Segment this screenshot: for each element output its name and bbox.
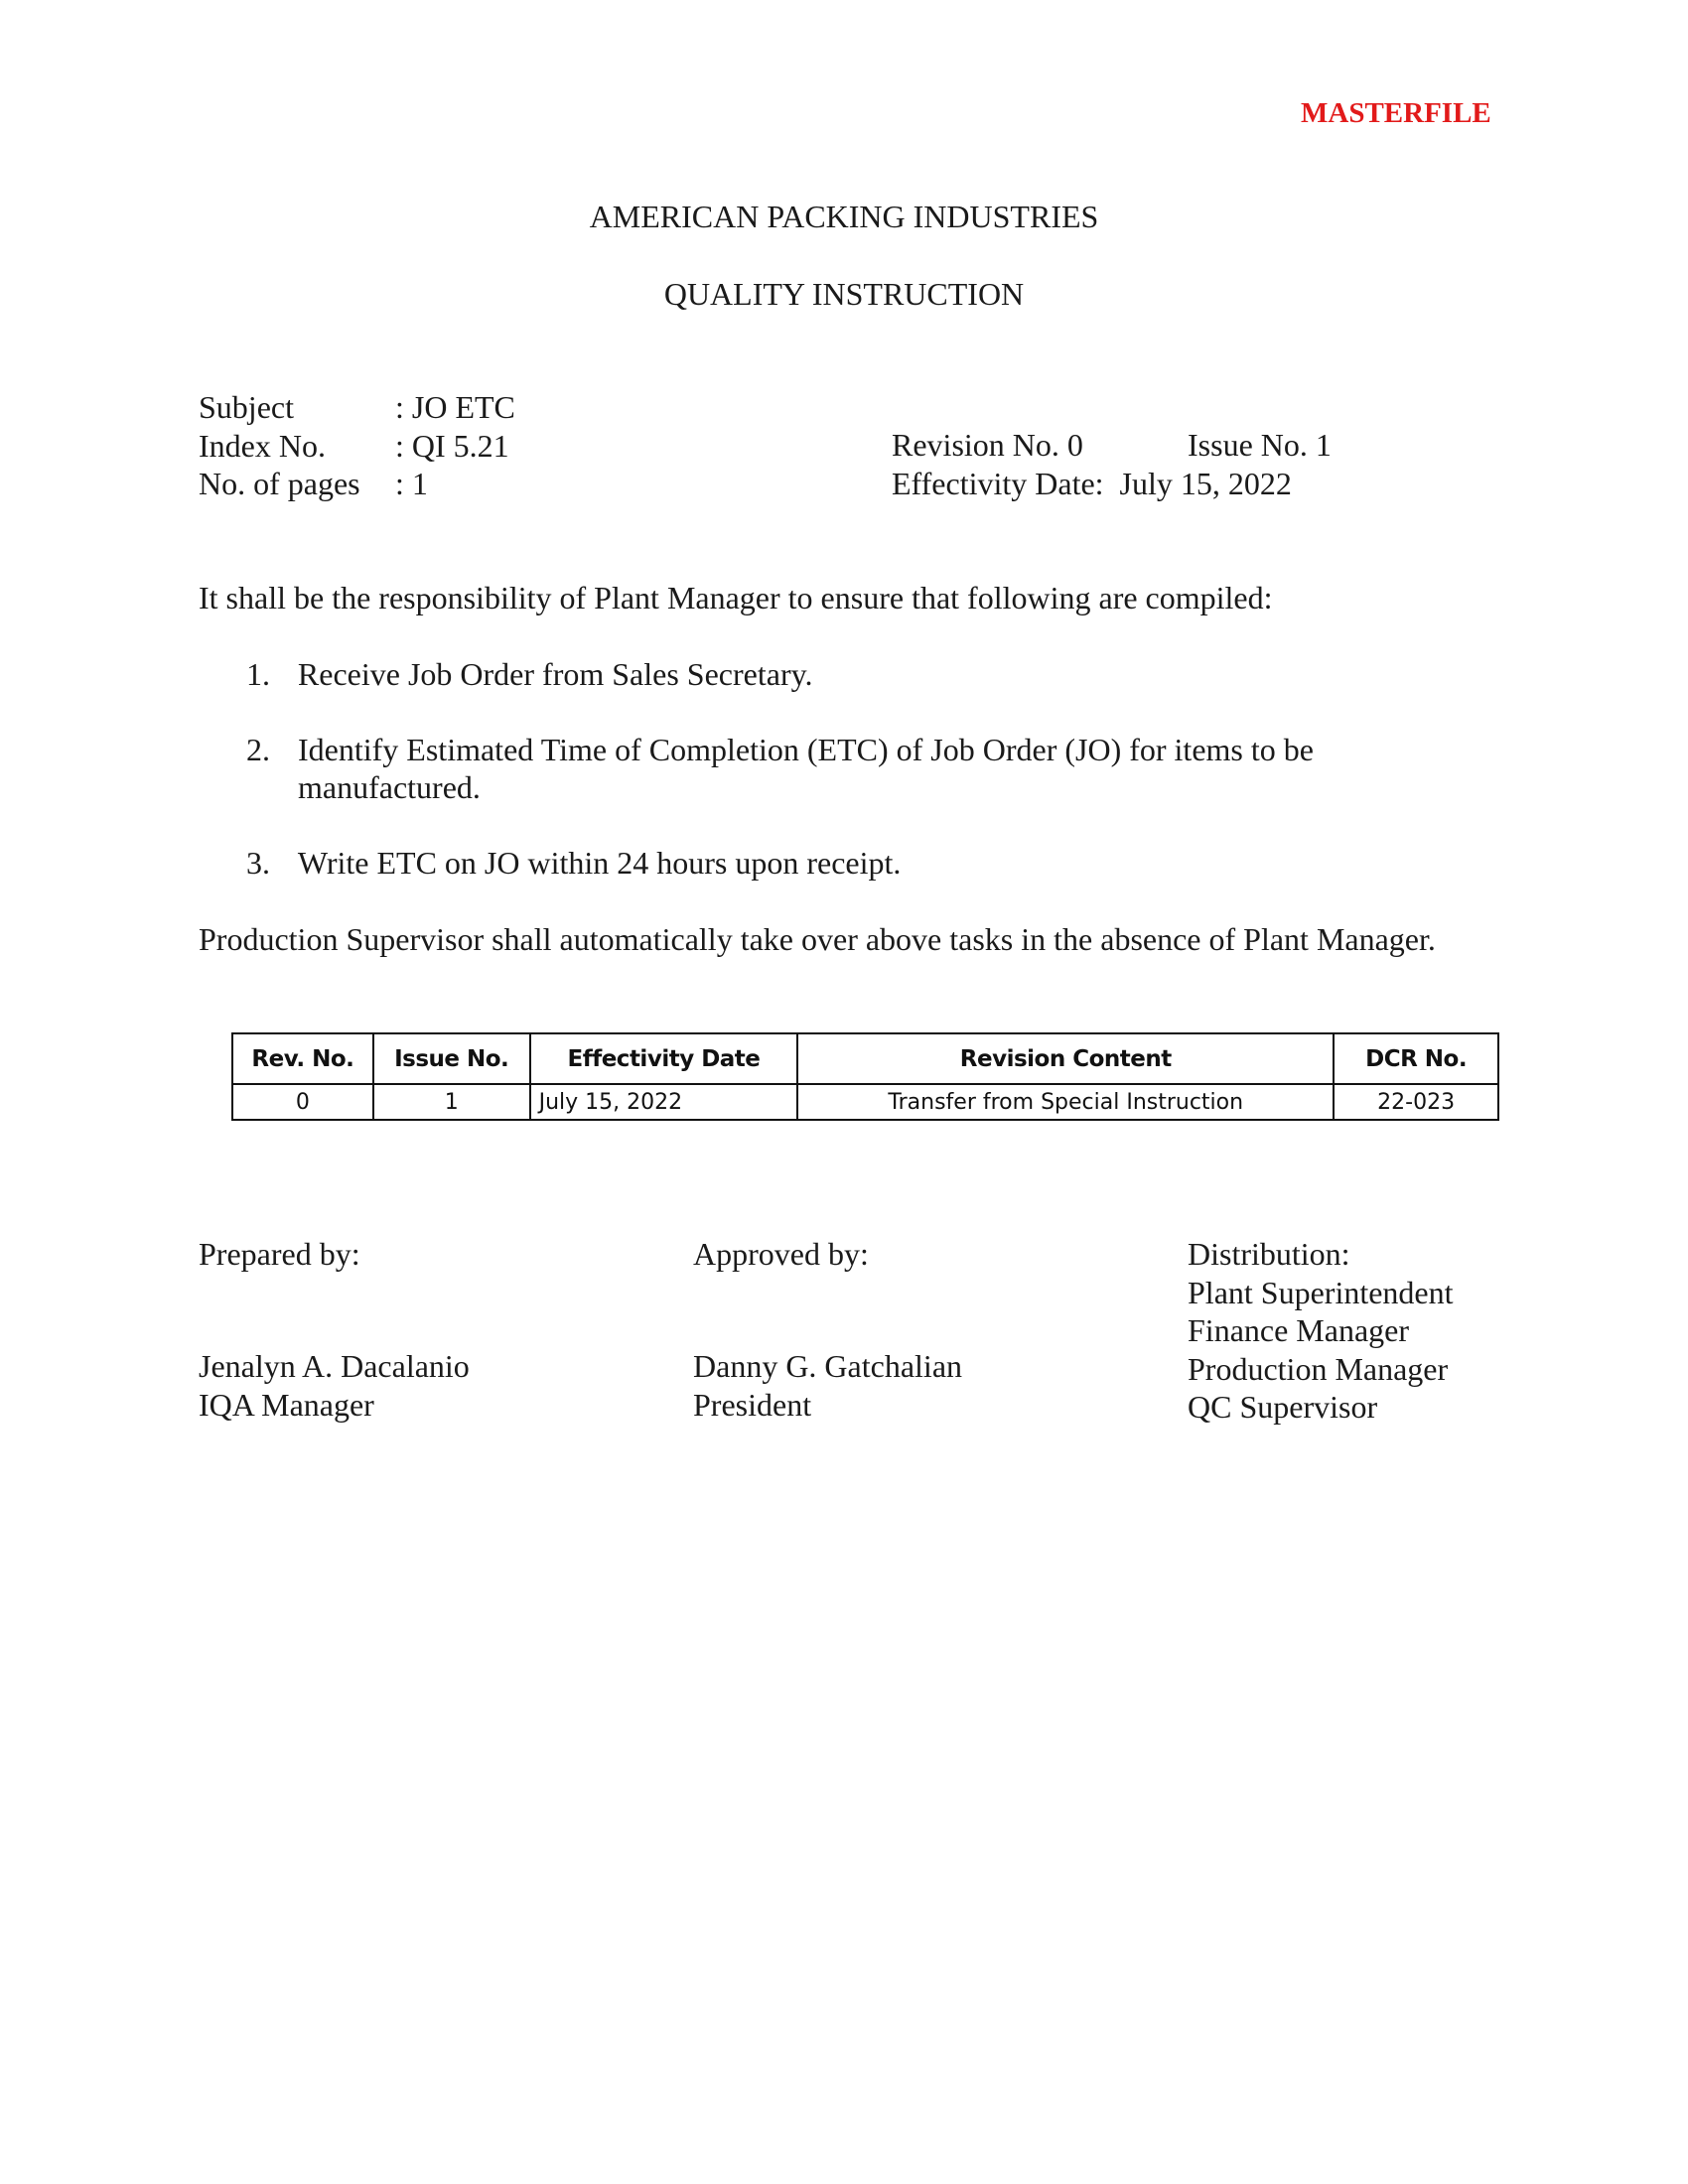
pages-row — [199, 465, 515, 503]
pages-label: No. of pages — [199, 466, 360, 501]
distribution-item: Production Manager — [1188, 1350, 1449, 1387]
column-header-dcr-no: DCR No. — [1334, 1033, 1498, 1084]
table-row — [232, 1084, 1498, 1120]
cell-rev-no: 0 — [232, 1084, 373, 1120]
preparer-title: IQA Manager — [199, 1386, 374, 1423]
index-row — [199, 427, 515, 466]
revision-number: Revision No. 0 — [892, 427, 1083, 463]
subject-label: Subject — [199, 389, 294, 425]
list-item — [246, 844, 1438, 882]
document-type: QUALITY INSTRUCTION — [663, 276, 1025, 312]
prepared-by-label: Prepared by: — [199, 1236, 360, 1272]
subject-row — [199, 388, 515, 427]
index-value: : QI 5.21 — [395, 427, 509, 464]
list-item-text: Write ETC on JO within 24 hours upon receipt. — [297, 845, 902, 881]
approver-block — [693, 1347, 962, 1424]
organization-name: AMERICAN PACKING INDUSTRIES — [589, 199, 1099, 234]
column-header-revision-content: Revision Content — [797, 1033, 1334, 1084]
effectivity-row — [892, 465, 1332, 503]
distribution-label: Distribution: — [1188, 1236, 1350, 1272]
cell-effectivity-date: July 15, 2022 — [530, 1084, 798, 1120]
column-header-issue-no: Issue No. — [373, 1033, 530, 1084]
revision-history-table — [231, 1032, 1499, 1121]
revision-row — [892, 426, 1332, 465]
preparer-name: Jenalyn A. Dacalanio — [199, 1348, 470, 1384]
list-item-number: 3. — [246, 845, 270, 881]
distribution-item: Finance Manager — [1188, 1312, 1410, 1348]
cell-issue-no: 1 — [373, 1084, 530, 1120]
column-header-rev-no: Rev. No. — [232, 1033, 373, 1084]
list-item-text: Identify Estimated Time of Completion (ETC) of Job Order (JO) for items to be manufactured. — [298, 732, 1314, 805]
distribution-block — [1188, 1235, 1454, 1427]
document-meta-left — [199, 388, 515, 503]
approver-name: Danny G. Gatchalian — [693, 1348, 963, 1384]
instruction-list — [246, 655, 1438, 919]
list-item — [246, 655, 1438, 693]
index-label: Index No. — [199, 427, 326, 464]
intro-paragraph: It shall be the responsibility of Plant Manager to ensure that following are compiled: — [199, 580, 1273, 615]
approved-by-label: Approved by: — [693, 1236, 869, 1272]
closing-paragraph: Production Supervisor shall automatically take over above tasks in the absence of Plant Manager. — [199, 921, 1436, 957]
list-item-text: Receive Job Order from Sales Secretary. — [297, 656, 813, 692]
preparer-block — [199, 1347, 470, 1424]
list-item — [246, 731, 1438, 806]
effectivity-date: Effectivity Date: July 15, 2022 — [892, 465, 1292, 501]
cell-dcr-no: 22-023 — [1334, 1084, 1498, 1120]
document-meta-right — [892, 426, 1332, 502]
pages-value: : 1 — [395, 466, 428, 501]
distribution-item: Plant Superintendent — [1188, 1274, 1454, 1310]
column-header-effectivity-date: Effectivity Date — [530, 1033, 798, 1084]
list-item-number: 1. — [246, 656, 270, 692]
list-item-number: 2. — [246, 732, 270, 767]
subject-value: : JO ETC — [395, 389, 515, 425]
approved-by-block — [693, 1235, 963, 1423]
distribution-item: QC Supervisor — [1188, 1389, 1378, 1425]
masterfile-stamp: MASTERFILE — [1301, 97, 1491, 129]
cell-revision-content: Transfer from Special Instruction — [797, 1084, 1334, 1120]
prepared-by-block — [199, 1235, 470, 1423]
issue-number: Issue No. 1 — [1188, 427, 1332, 463]
approver-title: President — [693, 1386, 812, 1423]
table-header-row — [232, 1033, 1498, 1084]
